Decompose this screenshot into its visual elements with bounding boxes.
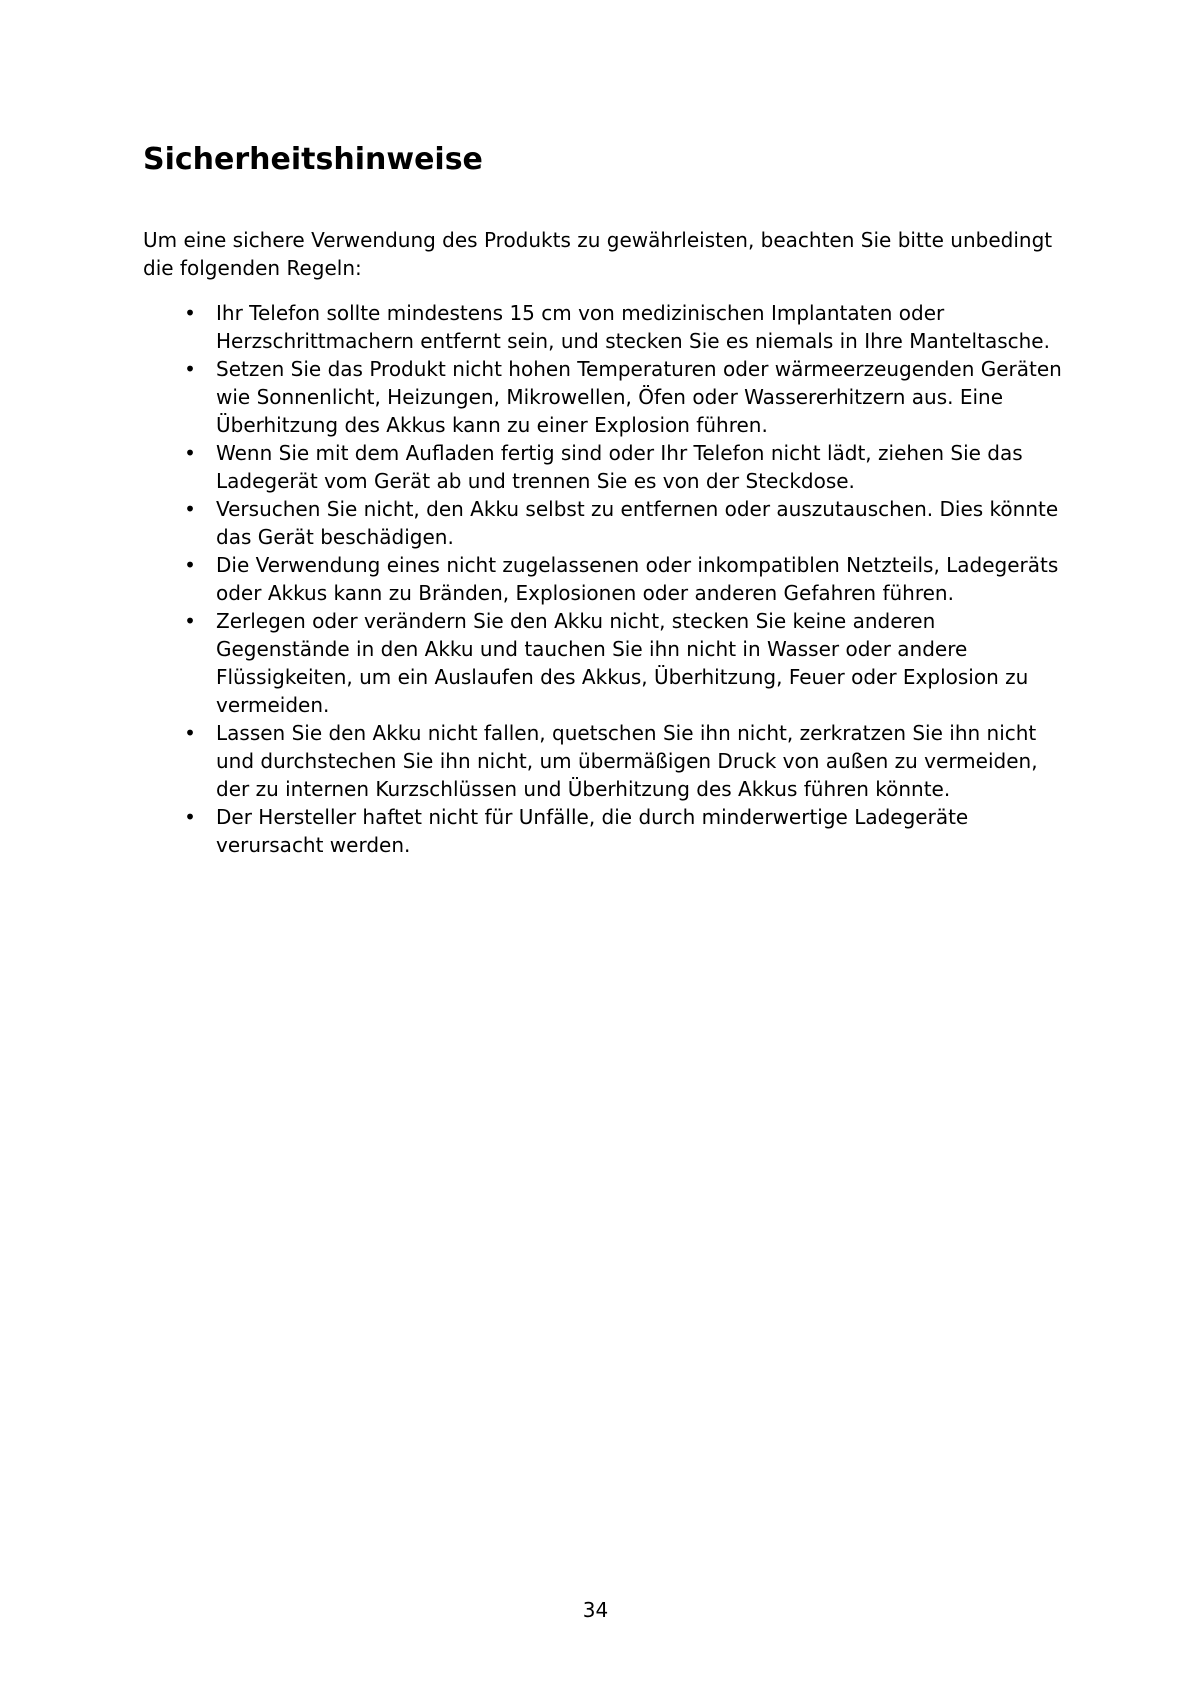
list-item [143, 551, 1073, 607]
safety-rules-list [143, 299, 1073, 859]
rule-text: Lassen Sie den Akku nicht fallen, quetschen Sie ihn nicht, zerkratzen Sie ihn nicht und durchstechen Sie ihn nicht, um übermäßigen Druck von außen zu vermeiden, der zu internen Kurzschlüssen und Überhitzung des Akkus führen könnte. [216, 721, 1038, 801]
bullet-icon: • [184, 721, 196, 745]
rule-text: Zerlegen oder verändern Sie den Akku nicht, stecken Sie keine anderen Gegenstände in den Akku und tauchen Sie ihn nicht in Wasser oder andere Flüssigkeiten, um ein Auslaufen des Akkus, Überhitzung, Feuer oder Explosion zu vermeiden. [216, 609, 1029, 717]
rule-text: Setzen Sie das Produkt nicht hohen Temperaturen oder wärmeerzeugenden Geräten wie Sonnenlicht, Heizungen, Mikrowellen, Öfen oder Wassererhitzern aus. Eine Überhitzung des Akkus kann zu einer Explosion führen. [216, 357, 1062, 437]
bullet-icon: • [184, 805, 196, 829]
bullet-icon: • [184, 497, 196, 521]
rule-text: Wenn Sie mit dem Aufladen fertig sind oder Ihr Telefon nicht lädt, ziehen Sie das Ladegerät vom Gerät ab und trennen Sie es von der Steckdose. [216, 441, 1023, 493]
list-item [143, 803, 1073, 859]
list-item [143, 355, 1073, 439]
rule-text: Die Verwendung eines nicht zugelassenen oder inkompatiblen Netzteils, Ladegeräts oder Akkus kann zu Bränden, Explosionen oder anderen Gefahren führen. [216, 553, 1059, 605]
bullet-icon: • [184, 301, 196, 325]
bullet-icon: • [184, 357, 196, 381]
bullet-icon: • [184, 441, 196, 465]
page-title: Sicherheitshinweise [143, 142, 483, 177]
intro-paragraph: Um eine sichere Verwendung des Produkts zu gewährleisten, beachten Sie bitte unbedingt die folgenden Regeln: [143, 228, 1053, 280]
list-item [143, 719, 1073, 803]
list-item [143, 495, 1073, 551]
list-item [143, 439, 1073, 495]
bullet-icon: • [184, 609, 196, 633]
rule-text: Versuchen Sie nicht, den Akku selbst zu entfernen oder auszutauschen. Dies könnte das Gerät beschädigen. [216, 497, 1059, 549]
rule-text: Der Hersteller haftet nicht für Unfälle, die durch minderwertige Ladegeräte verursacht werden. [216, 805, 969, 857]
page-number: 34 [582, 1598, 609, 1622]
list-item [143, 299, 1073, 355]
bullet-icon: • [184, 553, 196, 577]
rule-text: Ihr Telefon sollte mindestens 15 cm von medizinischen Implantaten oder Herzschrittmachern entfernt sein, und stecken Sie es niemals in Ihre Manteltasche. [216, 301, 1050, 353]
list-item [143, 607, 1073, 719]
